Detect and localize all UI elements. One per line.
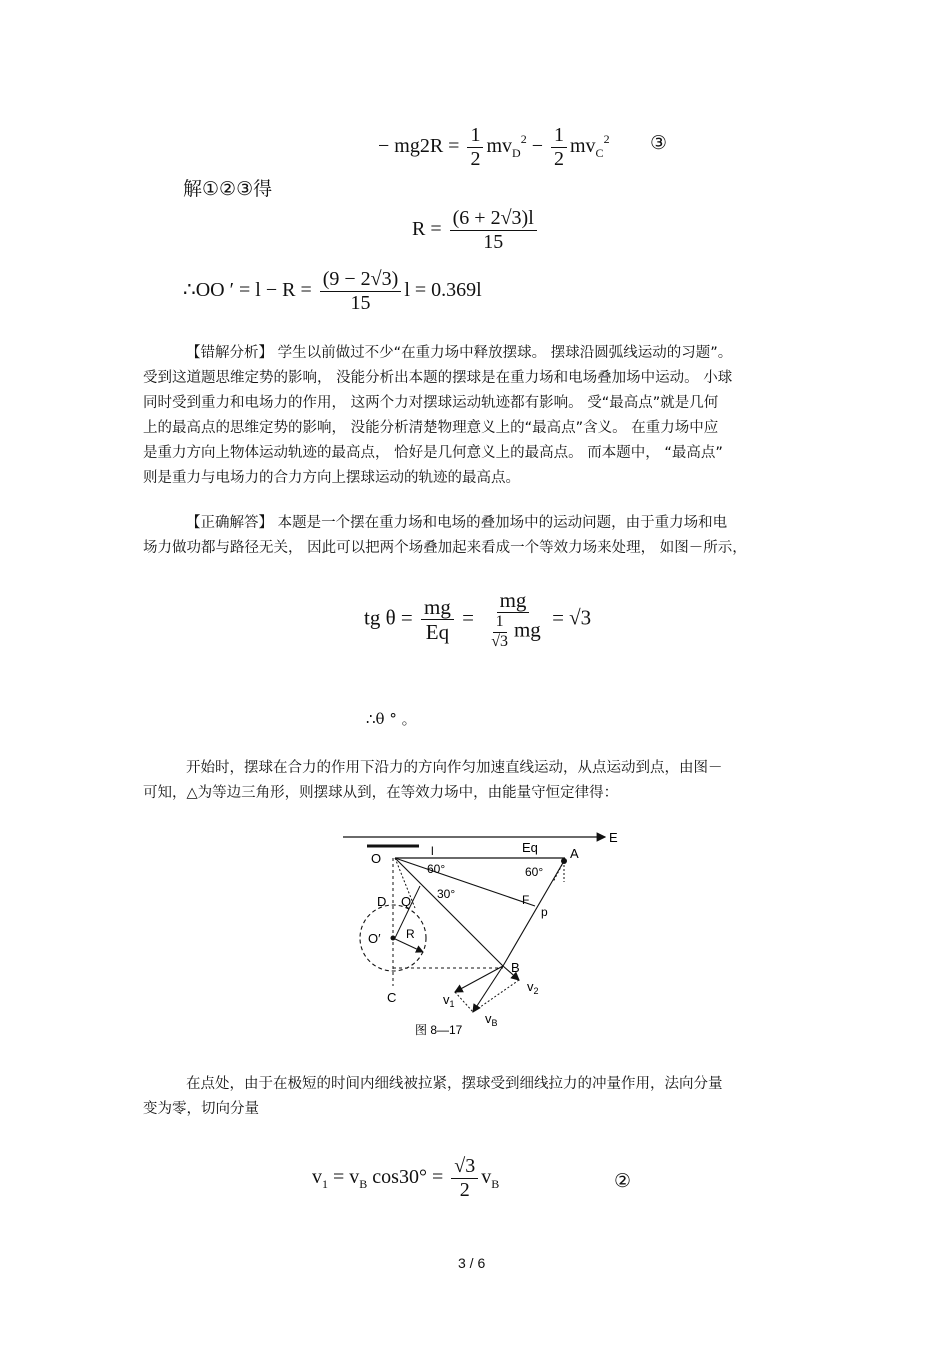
label-c: C [387, 990, 397, 1005]
text-line: 上的最高点的思维定势的影响， 没能分析清楚物理意义上的“最高点”含义。 在重力场中应 [143, 420, 719, 436]
solve-heading: 解①②③得 [183, 178, 273, 200]
label-b: B [511, 960, 520, 975]
text-line: 在点处，由于在极短的时间内细线被拉紧，摆球受到细线拉力的冲量作用，法向分量 [186, 1076, 723, 1092]
text-line: 开始时，摆球在合力的作用下沿力的方向作匀加速直线运动，从点运动到点，由图－ [186, 760, 723, 776]
dash-v2-vb [473, 980, 519, 1012]
dash-v1-vb [455, 992, 473, 1012]
tan-theta-equation: tg θ = $\frac{mg}{Eq}$ = mg $\frac{1}{√3}$ mg = √3 [364, 588, 592, 650]
label-p: p [541, 905, 548, 919]
equation-mark-2: ② [614, 1170, 632, 1192]
v1-equation: $v_1 = v_B$ cos30° = $\frac{√3}{2}$ $v_B$ [312, 1155, 500, 1201]
text-line: 变为零，切向分量 [143, 1101, 259, 1117]
label-v1: $v_1$ [443, 992, 455, 1009]
text-line: 可知，△为等边三角形，则摆球从到，在等效力场中，由能量守恒定律得： [143, 785, 619, 801]
line-ob [395, 858, 503, 966]
page-number: 3 / 6 [458, 1255, 486, 1271]
label-60-left: 60° [427, 862, 446, 876]
line-op [395, 858, 535, 906]
label-q: Q [401, 894, 412, 909]
fraction-half-2: $\frac{1}{2}$ [551, 124, 567, 171]
label-e: E [609, 830, 618, 845]
fraction-half: $\frac{1}{2}$ [467, 124, 483, 171]
text-line: 受到这道题思维定势的影响， 没能分析出本题的摆球是在重力场和电场叠加场中运动。 小球 [143, 370, 733, 386]
label-r: R [406, 927, 415, 941]
label-30: 30° [437, 887, 456, 901]
r-equation: R = $\frac{(6 + 2√3)l}{15}$ [412, 207, 540, 254]
eq-lhs: − mg2R = [378, 135, 460, 158]
label-f: F [522, 893, 530, 907]
label-l: l [431, 844, 434, 858]
vector-vb [473, 966, 503, 1012]
label-eq: Eq [522, 840, 538, 855]
text-line: 同时受到重力和电场力的作用， 这两个力对摆球运动轨迹都有影响。 受“最高点”就是几何 [143, 395, 719, 411]
figure-caption: 图 8—17 [415, 1023, 463, 1037]
label-60-right: 60° [525, 865, 544, 879]
label-v2: $v_2$ [527, 979, 539, 996]
label-vb: $v_B$ [485, 1011, 498, 1028]
label-d: D [377, 894, 387, 909]
text-line: 【正确解答】 本题是一个摆在重力场和电场的叠加场中的运动问题，由于重力场和电 [186, 515, 728, 531]
label-a: A [570, 846, 579, 861]
vector-v1 [455, 966, 503, 992]
energy-equation: − mg2R = $\frac{1}{2}$ $mv_D^2$ − $\frac{1}{2}$ $mv_C^2$ [378, 124, 610, 170]
text-line: 是重力方向上物体运动轨迹的最高点， 恰好是几何意义上的最高点。 而本题中， “最高点” [143, 445, 723, 461]
label-o: O [371, 851, 382, 866]
equation-mark-3: ③ [650, 132, 668, 154]
figure-8-17 [335, 826, 625, 1046]
label-o-prime: O′ [368, 931, 381, 946]
text-line: 场力做功都与路径无关， 因此可以把两个场叠加起来看成一个等效力场来处理， 如图－所示， [143, 540, 747, 556]
oo-equation: ∴OO ′ = l − R = $\frac{(9 - 2√3)}{15}$ l = 0.369l [183, 268, 482, 314]
text-line: 【错解分析】 学生以前做过不少“在重力场中释放摆球。 摆球沿圆弧线运动的习题”。 [186, 345, 733, 361]
text-line: 则是重力与电场力的合力方向上摆球运动的轨迹的最高点。 [143, 470, 520, 486]
theta-result: ∴θ ° 。 [366, 710, 417, 728]
